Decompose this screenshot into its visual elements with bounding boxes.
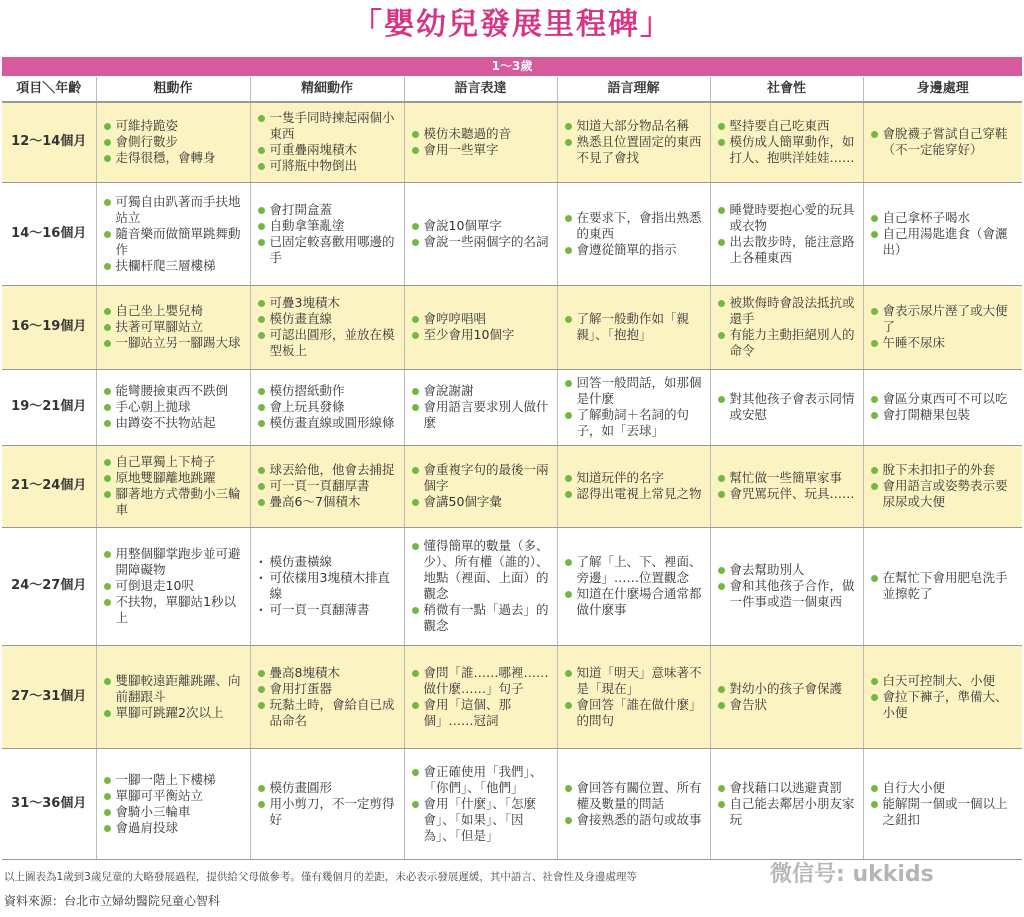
list-item: 會接熟悉的語句或故事 (564, 812, 706, 828)
list-item: 可倒退走10呎 (103, 578, 246, 594)
milestone-list (717, 118, 859, 166)
list-item: 疊高8塊積木 (257, 665, 400, 681)
list-item: 會騎小三輪車 (103, 804, 246, 820)
table-row (2, 645, 1022, 748)
footnote: 以上圖表為1歲到3歲兒童的大略發展過程，提供給父母做參考。僅有幾個月的差距，未必表示發展遲緩，其中語言、社會性及身邊處理等 (4, 871, 637, 883)
list-item: 會告狀 (717, 697, 859, 713)
age-range-bar: 1～3歲 (2, 57, 1022, 76)
cell-fine-motor (250, 102, 404, 182)
list-item: 自己拿杯子喝水 (870, 210, 1019, 226)
list-item: 走得很穩，會轉身 (103, 150, 246, 166)
milestone-list (411, 383, 553, 431)
milestone-list (564, 665, 706, 729)
milestone-list (103, 194, 246, 274)
row-age-label: 24～27個月 (2, 527, 96, 645)
table-row (2, 182, 1022, 285)
cell-fine-motor (250, 285, 404, 369)
milestone-list (103, 303, 246, 351)
list-item: 被欺侮時會設法抵抗或還手 (717, 295, 859, 327)
milestone-list (564, 375, 706, 439)
list-item: 自己能去鄰居小朋友家玩 (717, 796, 859, 828)
list-item: 會用語言要求別人做什麼 (411, 399, 553, 431)
cell-gross-motor (96, 445, 250, 527)
list-item: 會用「什麼」、「怎麼會」、「如果」、「因為」、「但是」 (411, 796, 553, 844)
milestone-list (564, 470, 706, 502)
list-item: 在要求下，會指出熟悉的東西 (564, 210, 706, 242)
cell-self-care (863, 445, 1022, 527)
list-item: 熟悉且位置固定的東西不見了會找 (564, 134, 706, 166)
list-item: 知道在什麼場合通常都做什麼事 (564, 586, 706, 618)
list-item: 幫忙做一些簡單家事 (717, 470, 859, 486)
list-item: 會咒罵玩伴、玩具…… (717, 486, 859, 502)
list-item: 稍微有一點「過去」的觀念 (411, 602, 553, 634)
cell-gross-motor (96, 748, 250, 859)
list-item: 會回答有關位置、所有權及數量的問話 (564, 780, 706, 812)
milestone-list (103, 454, 246, 518)
cell-gross-motor (96, 527, 250, 645)
cell-language-expression (404, 748, 557, 859)
row-age-label: 27～31個月 (2, 645, 96, 748)
list-item: 扶著可單腳站立 (103, 319, 246, 335)
list-item: 會問「誰……哪裡……做什麼……」句子 (411, 665, 553, 697)
cell-fine-motor (250, 445, 404, 527)
cell-social (710, 748, 863, 859)
milestone-list (257, 780, 400, 828)
list-item: 了解動詞＋名詞的句子，如「丟球」 (564, 407, 706, 439)
list-item: 模仿成人簡單動作，如打人、抱哄洋娃娃…… (717, 134, 859, 166)
list-item: 會拉下褲子，準備大、小便 (870, 689, 1019, 721)
list-item: 會找藉口以逃避責罰 (717, 780, 859, 796)
cell-language-comprehension (557, 445, 710, 527)
milestone-list (717, 295, 859, 359)
list-item: 會上玩具發條 (257, 399, 400, 415)
cell-language-expression (404, 645, 557, 748)
list-item: 自己用湯匙進食（會灑出） (870, 226, 1019, 258)
cell-language-expression (404, 182, 557, 285)
cell-fine-motor (250, 369, 404, 445)
list-item: 白天可控制大、小便 (870, 673, 1019, 689)
list-item: 會用「這個、那個」……冠詞 (411, 697, 553, 729)
milestone-list (103, 118, 246, 166)
cell-language-expression (404, 527, 557, 645)
list-item: 睡覺時要抱心愛的玩具或衣物 (717, 202, 859, 234)
milestone-list (103, 772, 246, 836)
milestone-list (257, 110, 400, 174)
list-item: 模仿畫圓形 (257, 780, 400, 796)
milestone-list (870, 780, 1019, 828)
cell-gross-motor (96, 102, 250, 182)
list-item: 可重疊兩塊積木 (257, 142, 400, 158)
cell-self-care (863, 285, 1022, 369)
milestone-list (717, 681, 859, 713)
list-item: 原地雙腳離地跳躍 (103, 470, 246, 486)
list-item: · 可一頁一頁翻薄書 (257, 602, 400, 618)
cell-social (710, 369, 863, 445)
list-item: 知道玩伴的名字 (564, 470, 706, 486)
table-row (2, 527, 1022, 645)
list-item: 至少會用10個字 (411, 327, 553, 343)
list-item: 已固定較喜歡用哪邊的手 (257, 234, 400, 266)
cell-social (710, 285, 863, 369)
cell-language-comprehension (557, 748, 710, 859)
list-item: 會用打蛋器 (257, 681, 400, 697)
list-item: 會區分東西可不可以吃 (870, 391, 1019, 407)
milestone-list (411, 462, 553, 510)
milestone-list (717, 562, 859, 610)
header-row (2, 77, 1022, 102)
cell-self-care (863, 748, 1022, 859)
list-item: 可認出圓形，並放在模型板上 (257, 327, 400, 359)
milestone-list (564, 311, 706, 343)
list-item: 能彎腰撿東西不跌倒 (103, 383, 246, 399)
cell-self-care (863, 369, 1022, 445)
list-item: 模仿畫直線或圓形線條 (257, 415, 400, 431)
milestone-list (564, 554, 706, 618)
header-gross-motor: 粗動作 (96, 77, 250, 102)
list-item: 單腳可平衡站立 (103, 788, 246, 804)
milestone-list (103, 546, 246, 626)
cell-social (710, 182, 863, 285)
row-age-label: 31～36個月 (2, 748, 96, 859)
list-item: 會過肩投球 (103, 820, 246, 836)
list-item: 知道「明天」意味著不是「現在」 (564, 665, 706, 697)
list-item: 知道大部分物品名稱 (564, 118, 706, 134)
table-row (2, 445, 1022, 527)
milestone-list (564, 780, 706, 828)
list-item: 在幫忙下會用肥皂洗手並擦乾了 (870, 570, 1019, 602)
list-item: 會表示尿片溼了或大便了 (870, 303, 1019, 335)
list-item: · 模仿畫橫線 (257, 554, 400, 570)
list-item: 由蹲姿不扶物站起 (103, 415, 246, 431)
header-social: 社會性 (710, 77, 863, 102)
page-title: 「嬰幼兒發展里程碑」 (352, 7, 672, 42)
list-item: 會用一些單字 (411, 142, 553, 158)
cell-language-expression (404, 445, 557, 527)
list-item: 用小剪刀，不一定剪得好 (257, 796, 400, 828)
list-item: 脫下未扣扣子的外套 (870, 462, 1019, 478)
cell-gross-motor (96, 285, 250, 369)
milestone-list (717, 391, 859, 423)
milestone-list (564, 118, 706, 166)
list-item: 會正確使用「我們」、「你們」、「他們」 (411, 764, 553, 796)
list-item: 可將瓶中物倒出 (257, 158, 400, 174)
cell-language-expression (404, 285, 557, 369)
list-item: 雙腳較遠距離跳躍、向前翻跟斗 (103, 673, 246, 705)
header-self-care: 身邊處理 (863, 77, 1022, 102)
list-item: 對其他孩子會表示同情或安慰 (717, 391, 859, 423)
list-item: 自行大小便 (870, 780, 1019, 796)
cell-language-expression (404, 102, 557, 182)
list-item: 會側行數步 (103, 134, 246, 150)
cell-social (710, 527, 863, 645)
table-row (2, 369, 1022, 445)
list-item: 模仿未聽過的音 (411, 126, 553, 142)
list-item: 模仿畫直線 (257, 311, 400, 327)
list-item: 會和其他孩子合作，做一件事或造一個東西 (717, 578, 859, 610)
list-item: 可疊3塊積木 (257, 295, 400, 311)
cell-language-comprehension (557, 285, 710, 369)
header-language-comprehension: 語言理解 (557, 77, 710, 102)
list-item: 回答一般問話，如那個是什麼 (564, 375, 706, 407)
milestone-list (257, 295, 400, 359)
header-language-expression: 語言表達 (404, 77, 557, 102)
list-item: 自動拿筆亂塗 (257, 218, 400, 234)
milestone-list (870, 391, 1019, 423)
list-item: 會回答「誰在做什麼」的問句 (564, 697, 706, 729)
milestone-list (257, 383, 400, 431)
header-fine-motor: 精細動作 (250, 77, 404, 102)
list-item: 會用語言或姿勢表示要尿尿或大便 (870, 478, 1019, 510)
list-item: 會哼哼唱唱 (411, 311, 553, 327)
table-row (2, 102, 1022, 182)
cell-fine-motor (250, 645, 404, 748)
list-item: 會打開糖果包裝 (870, 407, 1019, 423)
list-item: 出去散步時，能注意路上各種東西 (717, 234, 859, 266)
milestone-list (411, 218, 553, 250)
wechat-watermark: 微信号: ukkids (770, 862, 934, 887)
cell-language-comprehension (557, 182, 710, 285)
list-item: 可維持跪姿 (103, 118, 246, 134)
list-item: 會遵從簡單的指示 (564, 242, 706, 258)
list-item: 可獨自由趴著而手扶地站立 (103, 194, 246, 226)
cell-language-comprehension (557, 369, 710, 445)
milestone-list (870, 126, 1019, 158)
list-item: 了解一般動作如「親親」、「抱抱」 (564, 311, 706, 343)
list-item: 堅持要自己吃東西 (717, 118, 859, 134)
list-item: 隨音樂而做簡單跳舞動作 (103, 226, 246, 258)
list-item: 會重複字句的最後一兩個字 (411, 462, 553, 494)
milestone-list (257, 665, 400, 729)
list-item: 認得出電視上常見之物 (564, 486, 706, 502)
milestone-list (870, 210, 1019, 258)
list-item: 可一頁一頁翻厚書 (257, 478, 400, 494)
milestone-list (870, 570, 1019, 602)
milestone-list (717, 202, 859, 266)
row-age-label: 12～14個月 (2, 102, 96, 182)
row-age-label: 14～16個月 (2, 182, 96, 285)
list-item: 一腳站立另一腳踢大球 (103, 335, 246, 351)
list-item: 能解開一個或一個以上之鈕扣 (870, 796, 1019, 828)
list-item: 扶欄杆爬三層樓梯 (103, 258, 246, 274)
list-item: 用整個腳掌跑步並可避開障礙物 (103, 546, 246, 578)
cell-language-expression (404, 369, 557, 445)
source-credit: 資料來源：台北市立婦幼醫院兒童心智科 (4, 894, 221, 908)
milestone-list (870, 673, 1019, 721)
cell-self-care (863, 645, 1022, 748)
milestone-list (103, 383, 246, 431)
milestone-list (411, 126, 553, 158)
list-item: 單腳可跳躍2次以上 (103, 705, 246, 721)
cell-gross-motor (96, 369, 250, 445)
milestone-list (411, 538, 553, 634)
list-item: 不扶物，單腳站1秒以上 (103, 594, 246, 626)
milestone-list (103, 673, 246, 721)
list-item: 有能力主動拒絕別人的命令 (717, 327, 859, 359)
list-item: 玩黏土時，會給自已成品命名 (257, 697, 400, 729)
milestone-list (411, 311, 553, 343)
cell-social (710, 102, 863, 182)
cell-language-comprehension (557, 102, 710, 182)
list-item: 會說10個單字 (411, 218, 553, 234)
list-item: 一腳一階上下樓梯 (103, 772, 246, 788)
cell-language-comprehension (557, 645, 710, 748)
milestone-list (411, 764, 553, 844)
milestone-list (257, 202, 400, 266)
row-age-label: 19～21個月 (2, 369, 96, 445)
cell-language-comprehension (557, 527, 710, 645)
milestone-list (870, 462, 1019, 510)
list-item: 模仿摺紙動作 (257, 383, 400, 399)
list-item: 會去幫助別人 (717, 562, 859, 578)
list-item: 午睡不尿床 (870, 335, 1019, 351)
list-item: 自己坐上嬰兒椅 (103, 303, 246, 319)
list-item: 自己單獨上下椅子 (103, 454, 246, 470)
cell-social (710, 645, 863, 748)
table-row (2, 748, 1022, 859)
list-item: 會脫襪子嘗試自己穿鞋（不一定能穿好） (870, 126, 1019, 158)
list-item: 對幼小的孩子會保護 (717, 681, 859, 697)
cell-self-care (863, 182, 1022, 285)
row-age-label: 16～19個月 (2, 285, 96, 369)
list-item: 會說謝謝 (411, 383, 553, 399)
list-item: 球丟給他，他會去捕捉 (257, 462, 400, 478)
list-item: 懂得簡單的數量（多、少）、所有權（誰的）、地點（裡面、上面）的觀念 (411, 538, 553, 602)
list-item: 疊高6～7個積木 (257, 494, 400, 510)
milestone-list (717, 780, 859, 828)
list-item: 會講50個字彙 (411, 494, 553, 510)
header-age: 項目＼年齡 (2, 77, 96, 102)
list-item: · 可依樣用3塊積木排直線 (257, 570, 400, 602)
milestone-list (717, 470, 859, 502)
list-item: 會打開盒蓋 (257, 202, 400, 218)
table-row (2, 285, 1022, 369)
cell-self-care (863, 527, 1022, 645)
milestone-list (411, 665, 553, 729)
list-item: 了解「上、下、裡面、旁邊」……位置觀念 (564, 554, 706, 586)
cell-fine-motor (250, 748, 404, 859)
row-age-label: 21～24個月 (2, 445, 96, 527)
list-item: 會說一些兩個字的名詞 (411, 234, 553, 250)
milestone-table (2, 77, 1022, 860)
list-item: 腳著地方式帶動小三輪車 (103, 486, 246, 518)
cell-social (710, 445, 863, 527)
milestone-list (257, 554, 400, 618)
cell-fine-motor (250, 182, 404, 285)
cell-self-care (863, 102, 1022, 182)
cell-gross-motor (96, 182, 250, 285)
milestone-list (257, 462, 400, 510)
milestone-list (870, 303, 1019, 351)
cell-gross-motor (96, 645, 250, 748)
milestone-list (564, 210, 706, 258)
list-item: 手心朝上拋球 (103, 399, 246, 415)
cell-fine-motor (250, 527, 404, 645)
list-item: 一隻手同時揀起兩個小東西 (257, 110, 400, 142)
